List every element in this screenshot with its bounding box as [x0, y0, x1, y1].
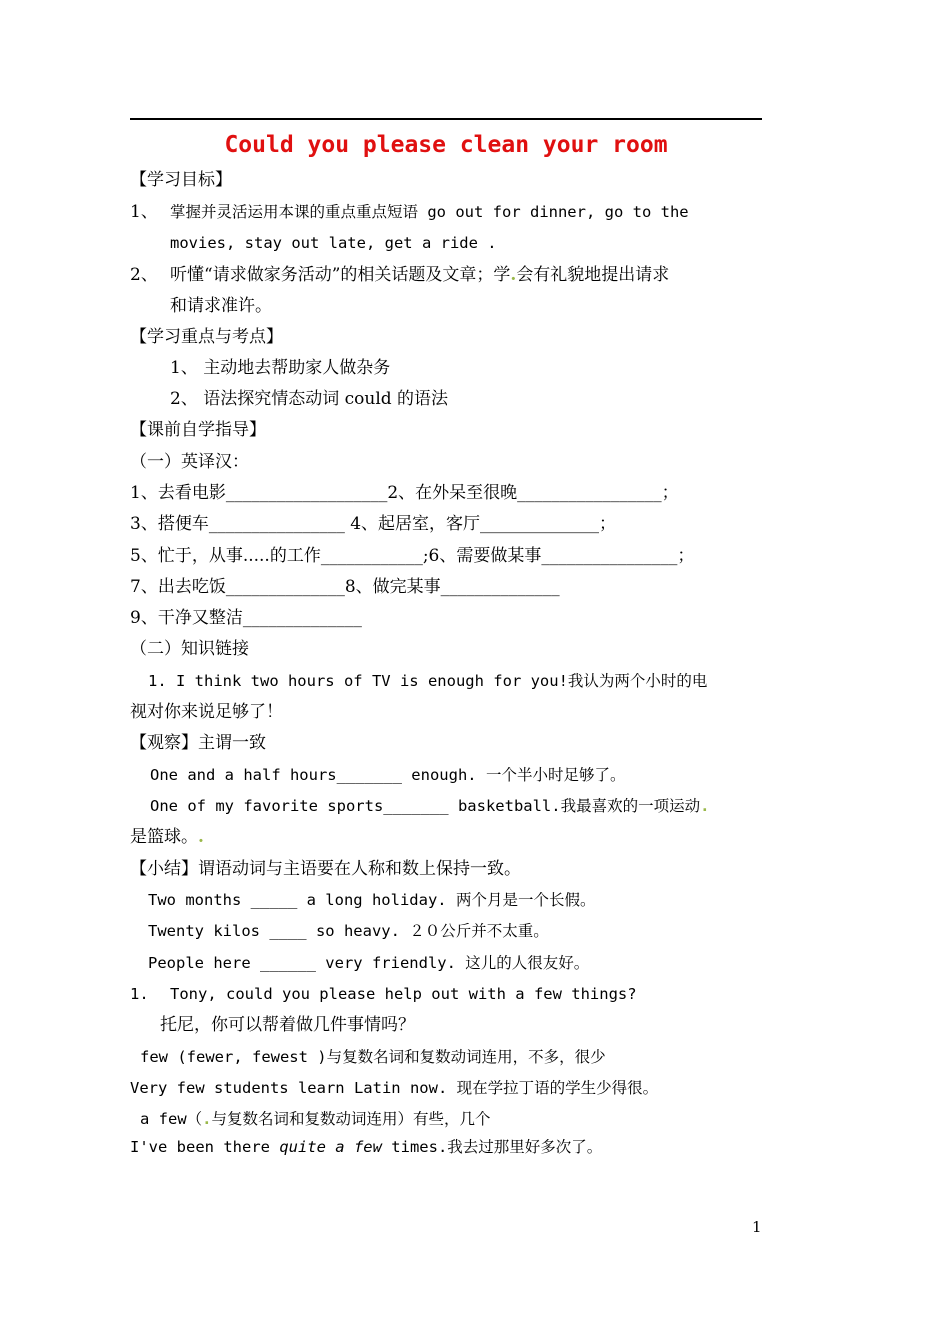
translate-row-3: 5、忙于，从事.....的工作____________;6、需要做某事________________； — [130, 546, 695, 566]
translate-row-5: 9、干净又整洁______________ — [130, 608, 362, 628]
summary: 【小结】谓语动词与主语要在人称和数上保持一致。 — [130, 859, 521, 879]
example-3: Two months _____ a long holiday. 两个月是一个长假。 — [148, 891, 596, 909]
section-key-points: 【学习重点与考点】 — [130, 327, 283, 347]
sentence-1-cont: 视对你来说足够了！ — [130, 702, 283, 722]
few-example: Very few students learn Latin now. 现在学拉丁语的学生少得很。 — [130, 1079, 659, 1097]
sentence-2: Tony, could you please help out with a few things? — [170, 985, 637, 1003]
section-goals: 【学习目标】 — [130, 170, 232, 190]
few-definition: few (fewer, fewest )与复数名词和复数动词连用，不多，很少 — [140, 1048, 606, 1066]
sentence-1: 1. I think two hours of TV is enough for you!我认为两个小时的电 — [148, 672, 708, 690]
example-2: One of my favorite sports_______ basketball.我最喜欢的一项运动. — [150, 797, 710, 815]
key-point-1: 1、 主动地去帮助家人做杂务 — [170, 358, 391, 378]
page-number: 1 — [752, 1218, 762, 1236]
a-few-example: I've been there quite a few times.我去过那里好多次了。 — [130, 1138, 603, 1156]
translate-heading: （一）英译汉： — [130, 452, 249, 472]
section-preview: 【课前自学指导】 — [130, 420, 266, 440]
knowledge-heading: （二）知识链接 — [130, 639, 249, 659]
translate-row-1: 1、去看电影___________________2、在外呆至很晚_________________； — [130, 483, 679, 503]
goal-2-number: 2、 — [130, 265, 158, 285]
example-5: People here ______ very friendly. 这儿的人很友好。 — [148, 954, 590, 972]
example-1: One and a half hours_______ enough. 一个半小时足够了。 — [150, 766, 626, 784]
header-rule — [130, 118, 762, 120]
example-4: Twenty kilos ____ so heavy. ２０公斤并不太重。 — [148, 922, 549, 940]
goal-1-number: 1、 — [130, 202, 158, 222]
goal-1-text: 掌握并灵活运用本课的重点重点短语 go out for dinner, go to the — [170, 203, 689, 221]
translate-row-2: 3、搭便车________________ 4、起居室，客厅______________； — [130, 514, 617, 534]
example-2-cont: 是篮球。. — [130, 827, 204, 847]
a-few-definition: a few（.与复数名词和复数动词连用）有些，几个 — [140, 1110, 491, 1128]
goal-2-text-cont: 和请求准许。 — [170, 296, 272, 316]
translate-row-4: 7、出去吃饭______________8、做完某事______________ — [130, 577, 560, 597]
page-title: Could you please clean your room — [224, 132, 668, 158]
sentence-2-translation: 托尼，你可以帮着做几件事情吗？ — [160, 1015, 415, 1035]
observe-heading: 【观察】主谓一致 — [130, 733, 266, 753]
sentence-2-number: 1. — [130, 985, 149, 1003]
goal-1-text-cont: movies, stay out late, get a ride . — [170, 234, 497, 252]
key-point-2: 2、 语法探究情态动词 could 的语法 — [170, 389, 449, 409]
goal-2-text: 听懂“请求做家务活动”的相关话题及文章；学.会有礼貌地提出请求 — [170, 265, 670, 285]
